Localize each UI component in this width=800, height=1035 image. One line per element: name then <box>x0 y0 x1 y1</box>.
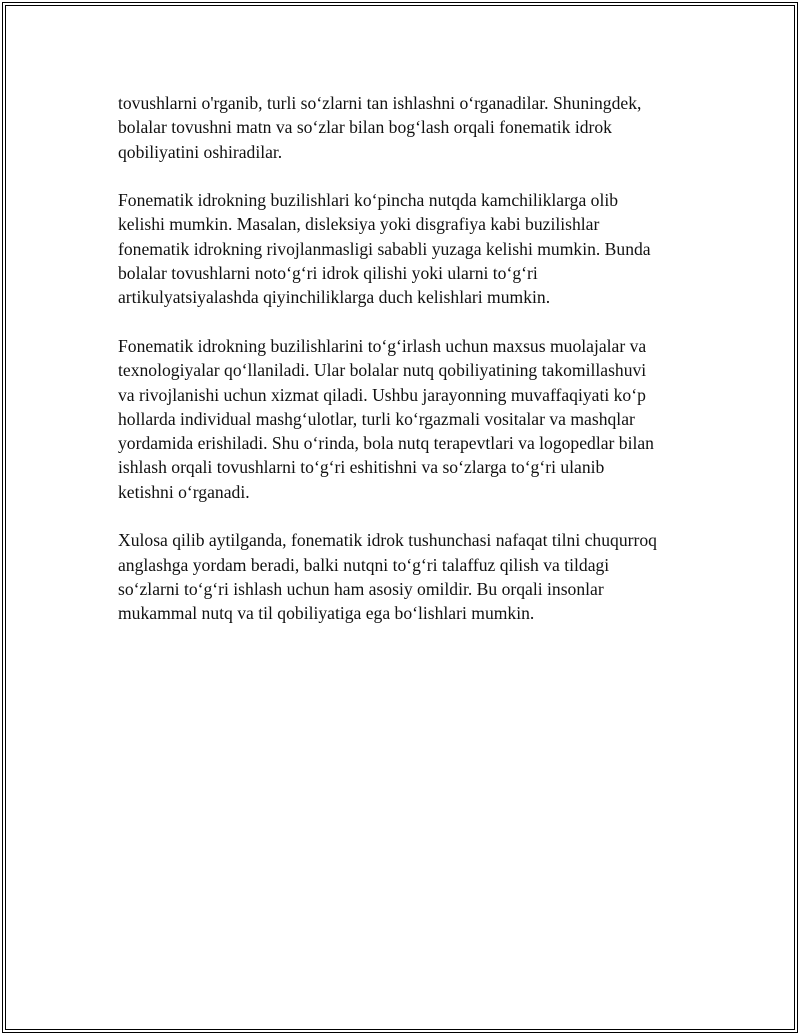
text-line: ketishni oʻrganadi. <box>118 481 250 502</box>
text-line: qobiliyatini oshiradilar. <box>118 141 283 162</box>
document-body <box>118 91 698 650</box>
text-line: artikulyatsiyalashda qiyinchiliklarga duch kelishlari mumkin. <box>118 287 551 308</box>
paragraph-3 <box>118 334 698 504</box>
text-line: yordamida erishiladi. Shu oʻrinda, bola nutq terapevtlari va logopedlar bilan <box>118 433 654 454</box>
text-line: va rivojlanishi uchun xizmat qiladi. Ushbu jarayonning muvaffaqiyati koʻp <box>118 384 646 405</box>
text-line: Xulosa qilib aytilganda, fonematik idrok tushunchasi nafaqat tilni chuqurroq <box>118 530 657 551</box>
text-line: tovushlarni o'rganib, turli soʻzlarni tan ishlashni oʻrganadilar. Shuningdek, <box>118 93 642 113</box>
text-line: bolalar tovushlarni notoʻgʻri idrok qilishi yoki ularni toʻgʻri <box>118 263 538 284</box>
text-line: anglashga yordam beradi, balki nutqni toʻgʻri talaffuz qilish va tildagi <box>118 554 610 575</box>
text-line: ishlash orqali tovushlarni toʻgʻri eshitishni va soʻzlarga toʻgʻri ulanib <box>118 457 605 478</box>
text-line: Fonematik idrokning buzilishlarini toʻgʻirlash uchun maxsus muolajalar va <box>118 335 647 356</box>
text-line: soʻzlarni toʻgʻri ishlash uchun ham asosiy omildir. Bu orqali insonlar <box>118 578 604 599</box>
text-line: mukammal nutq va til qobiliyatiga ega boʻlishlari mumkin. <box>118 603 535 624</box>
text-line: Fonematik idrokning buzilishlari koʻpincha nutqda kamchiliklarga olib <box>118 190 619 211</box>
text-line: texnologiyalar qoʻllaniladi. Ular bolalar nutq qobiliyatining takomillashuvi <box>118 360 647 381</box>
text-line: bolalar tovushni matn va soʻzlar bilan bogʻlash orqali fonematik idrok <box>118 117 612 138</box>
text-line: fonematik idrokning rivojlanmasligi sababli yuzaga kelishi mumkin. Bunda <box>118 238 651 259</box>
paragraph-2 <box>118 188 698 309</box>
paragraph-4 <box>118 528 698 625</box>
text-line: kelishi mumkin. Masalan, disleksiya yoki disgrafiya kabi buzilishlar <box>118 214 600 235</box>
paragraph-1 <box>118 91 698 164</box>
text-line: hollarda individual mashgʻulotlar, turli koʻrgazmali vositalar va mashqlar <box>118 408 635 429</box>
